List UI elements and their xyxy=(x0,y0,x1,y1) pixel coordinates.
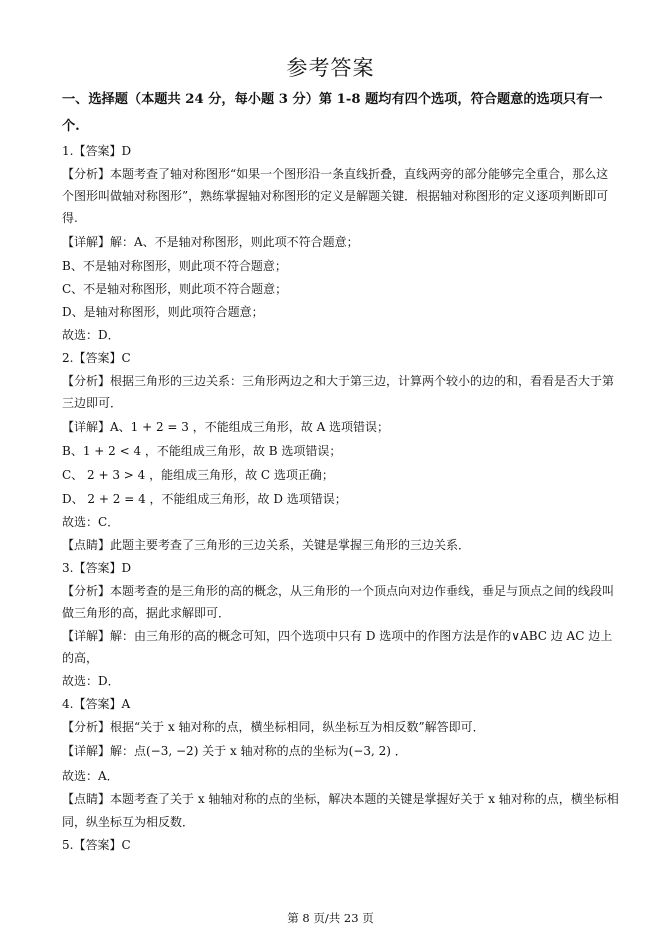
answer-3-detail-line-1: 【详解】解：由三角形的高的概念可知，四个选项中只有 D 选项中的作图方法是作的∨ABC 边 AC 边上 xyxy=(62,629,613,643)
answer-4-conclusion: 故选：A． xyxy=(62,769,119,783)
answer-1-detail-line-1: 【详解】解：A、不是轴对称图形，则此项不符合题意； xyxy=(62,235,359,249)
answer-1-conclusion: 故选：D． xyxy=(62,328,120,342)
answer-3-conclusion: 故选：D． xyxy=(62,674,120,688)
answer-2-detail-line-4: D、 2 + 2 = 4 ，不能组成三角形，故 D 选项错误； xyxy=(62,492,347,506)
answer-2-detail-line-2: B、1 + 2 < 4 ，不能组成三角形，故 B 选项错误； xyxy=(62,444,342,458)
answer-2-analysis-line-1: 【分析】根据三角形的三边关系：三角形两边之和大于第三边，计算两个较小的边的和，看看是否大于第 xyxy=(62,374,615,388)
answer-1-detail-line-3: C、不是轴对称图形，则此项不符合题意； xyxy=(62,282,288,296)
section-heading xyxy=(62,86,622,140)
section-heading-line-2: 个. xyxy=(62,119,80,134)
answer-1-analysis-line-3: 得. xyxy=(62,211,78,225)
page-title: 参考答案 xyxy=(286,56,375,80)
answer-1-header: 1.【答案】D xyxy=(62,144,132,158)
answer-4-comment-line-2: 同，纵坐标互为相反数． xyxy=(62,815,195,829)
answer-5-header: 5.【答案】C xyxy=(62,838,131,852)
answer-2-header: 2.【答案】C xyxy=(62,351,131,365)
answer-1-analysis-line-1: 【分析】本题考查了轴对称图形“如果一个图形沿一条直线折叠，直线两旁的部分能够完全重合，那么这 xyxy=(62,167,609,181)
page-footer: 第 8 页/共 23 页 xyxy=(287,911,374,925)
answer-2-comment: 【点睛】此题主要考查了三角形的三边关系，关键是掌握三角形的三边关系． xyxy=(62,538,471,552)
answer-4-comment-line-1: 【点睛】本题考查了关于 x 轴轴对称的点的坐标，解决本题的关键是掌握好关于 x 轴对称的点，横坐标相 xyxy=(62,792,619,806)
answer-1-detail-line-2: B、不是轴对称图形，则此项不符合题意； xyxy=(62,259,287,273)
answer-1-analysis-line-2: 个图形叫做轴对称图形”，熟练掌握轴对称图形的定义是解题关键．根据轴对称图形的定义逐项判断即可 xyxy=(62,189,609,203)
answer-3-detail-line-2: 的高， xyxy=(62,651,99,665)
answer-3-analysis-line-2: 做三角形的高，据此求解即可． xyxy=(62,606,231,620)
answer-4-analysis: 【分析】根据“关于 x 轴对称的点，横坐标相同，纵坐标互为相反数”解答即可． xyxy=(62,720,485,734)
answer-2-detail-line-1: 【详解】A、1 + 2 = 3 ，不能组成三角形，故 A 选项错误； xyxy=(62,420,390,434)
answer-2-analysis-line-2: 三边即可． xyxy=(62,396,123,410)
answer-2-detail-line-3: C、 2 + 3 > 4 ，能组成三角形，故 C 选项正确； xyxy=(62,468,334,482)
answer-4-header: 4.【答案】A xyxy=(62,697,131,711)
answer-3-header: 3.【答案】D xyxy=(62,561,132,575)
section-heading-line-1: 一、选择题（本题共 24 分，每小题 3 分）第 1-8 题均有四个选项，符合题意的选项只有一 xyxy=(62,92,603,107)
answer-2-conclusion: 故选：C． xyxy=(62,515,120,529)
answer-4-detail: 【详解】解：点(−3, −2) 关于 x 轴对称的点的坐标为(−3, 2) ． xyxy=(62,744,407,758)
answer-3-analysis-line-1: 【分析】本题考查的是三角形的高的概念，从三角形的一个顶点向对边作垂线，垂足与顶点之间的线段叫 xyxy=(62,584,615,598)
answer-1-detail-line-4: D、是轴对称图形，则此项符合题意； xyxy=(62,305,264,319)
